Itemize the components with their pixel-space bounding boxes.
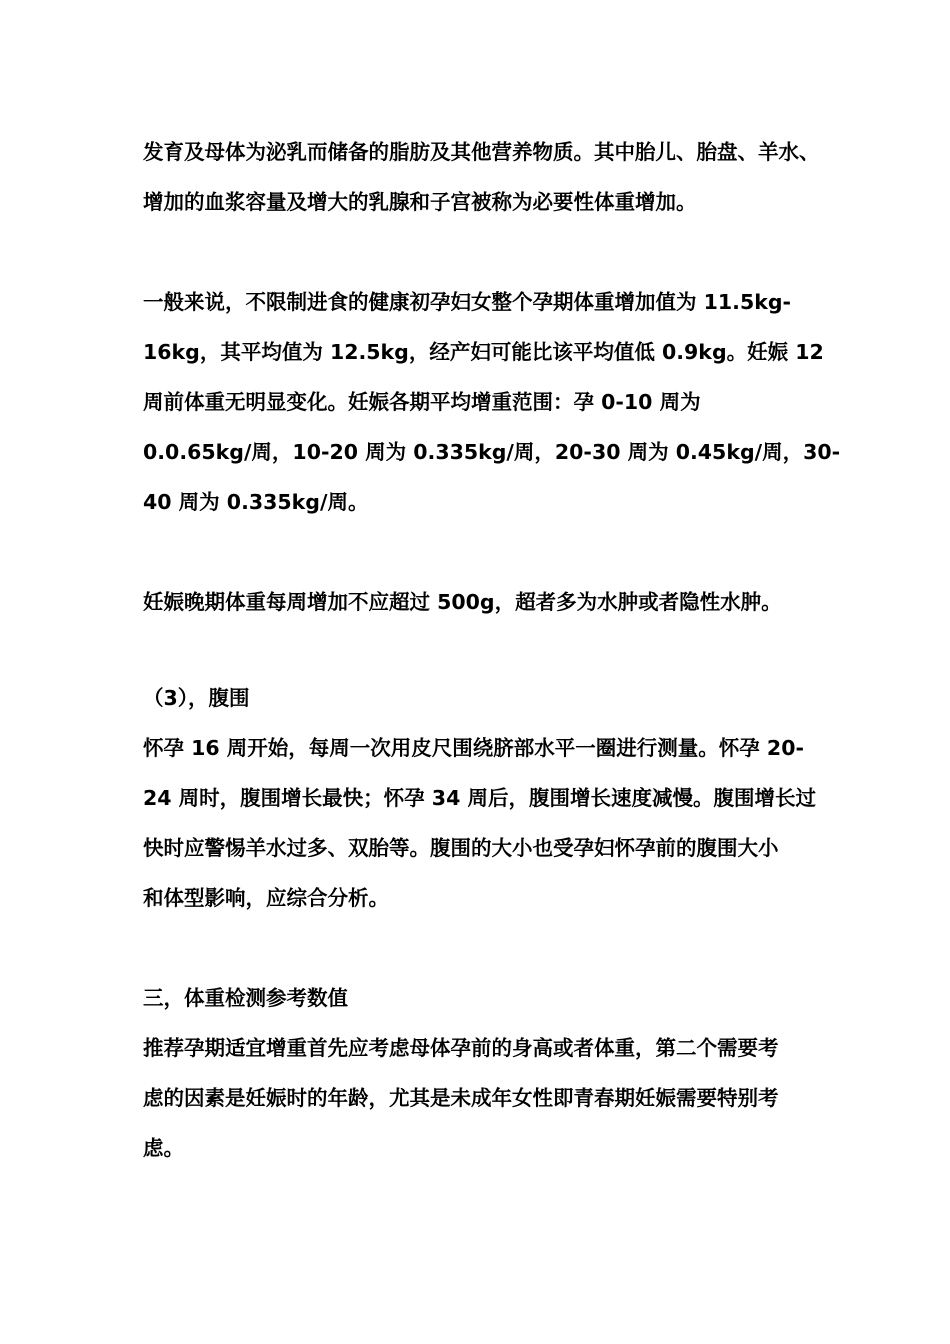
- paragraph-line: 虑。: [143, 1136, 184, 1160]
- paragraph-line: 和体型影响，应综合分析。: [143, 886, 389, 910]
- paragraph-reference: [143, 1023, 823, 1173]
- paragraph-line: 怀孕 16 周开始，每周一次用皮尺围绕脐部水平一圈进行测量。怀孕 20-: [143, 736, 804, 760]
- paragraph-line: 周前体重无明显变化。妊娠各期平均增重范围：孕 0-10 周为: [143, 390, 701, 414]
- paragraph-line: 24 周时，腹围增长最快；怀孕 34 周后，腹围增长速度减慢。腹围增长过: [143, 786, 816, 810]
- section-heading: （3），腹围: [143, 686, 250, 710]
- paragraph-line: 40 周为 0.335kg/周。: [143, 490, 369, 514]
- paragraph-line: 妊娠晚期体重每周增加不应超过 500g，超者多为水肿或者隐性水肿。: [143, 590, 782, 614]
- paragraph-late-pregnancy: [143, 577, 823, 627]
- paragraph-line: 虑的因素是妊娠时的年龄，尤其是未成年女性即青春期妊娠需要特别考: [143, 1086, 779, 1110]
- paragraph-line: 增加的血浆容量及增大的乳腺和子宫被称为必要性体重增加。: [143, 190, 697, 214]
- paragraph-line: 0.0.65kg/周，10-20 周为 0.335kg/周，20-30 周为 0.45kg/周，30-: [143, 440, 841, 464]
- section-heading-abdomen: [143, 673, 823, 723]
- paragraph-line: 一般来说，不限制进食的健康初孕妇女整个孕期体重增加值为 11.5kg-: [143, 290, 792, 314]
- paragraph-line: 16kg，其平均值为 12.5kg，经产妇可能比该平均值低 0.9kg。妊娠 12: [143, 340, 824, 364]
- paragraph-line: 发育及母体为泌乳而储备的脂肪及其他营养物质。其中胎儿、胎盘、羊水、: [143, 140, 820, 164]
- paragraph-intro: [143, 127, 823, 227]
- paragraph-weight-gain: [143, 277, 841, 527]
- section-heading-reference: [143, 973, 823, 1023]
- section-heading: 三，体重检测参考数值: [143, 986, 348, 1010]
- paragraph-line: 推荐孕期适宜增重首先应考虑母体孕前的身高或者体重，第二个需要考: [143, 1036, 779, 1060]
- paragraph-line: 快时应警惕羊水过多、双胎等。腹围的大小也受孕妇怀孕前的腹围大小: [143, 836, 779, 860]
- paragraph-abdomen: [143, 723, 823, 923]
